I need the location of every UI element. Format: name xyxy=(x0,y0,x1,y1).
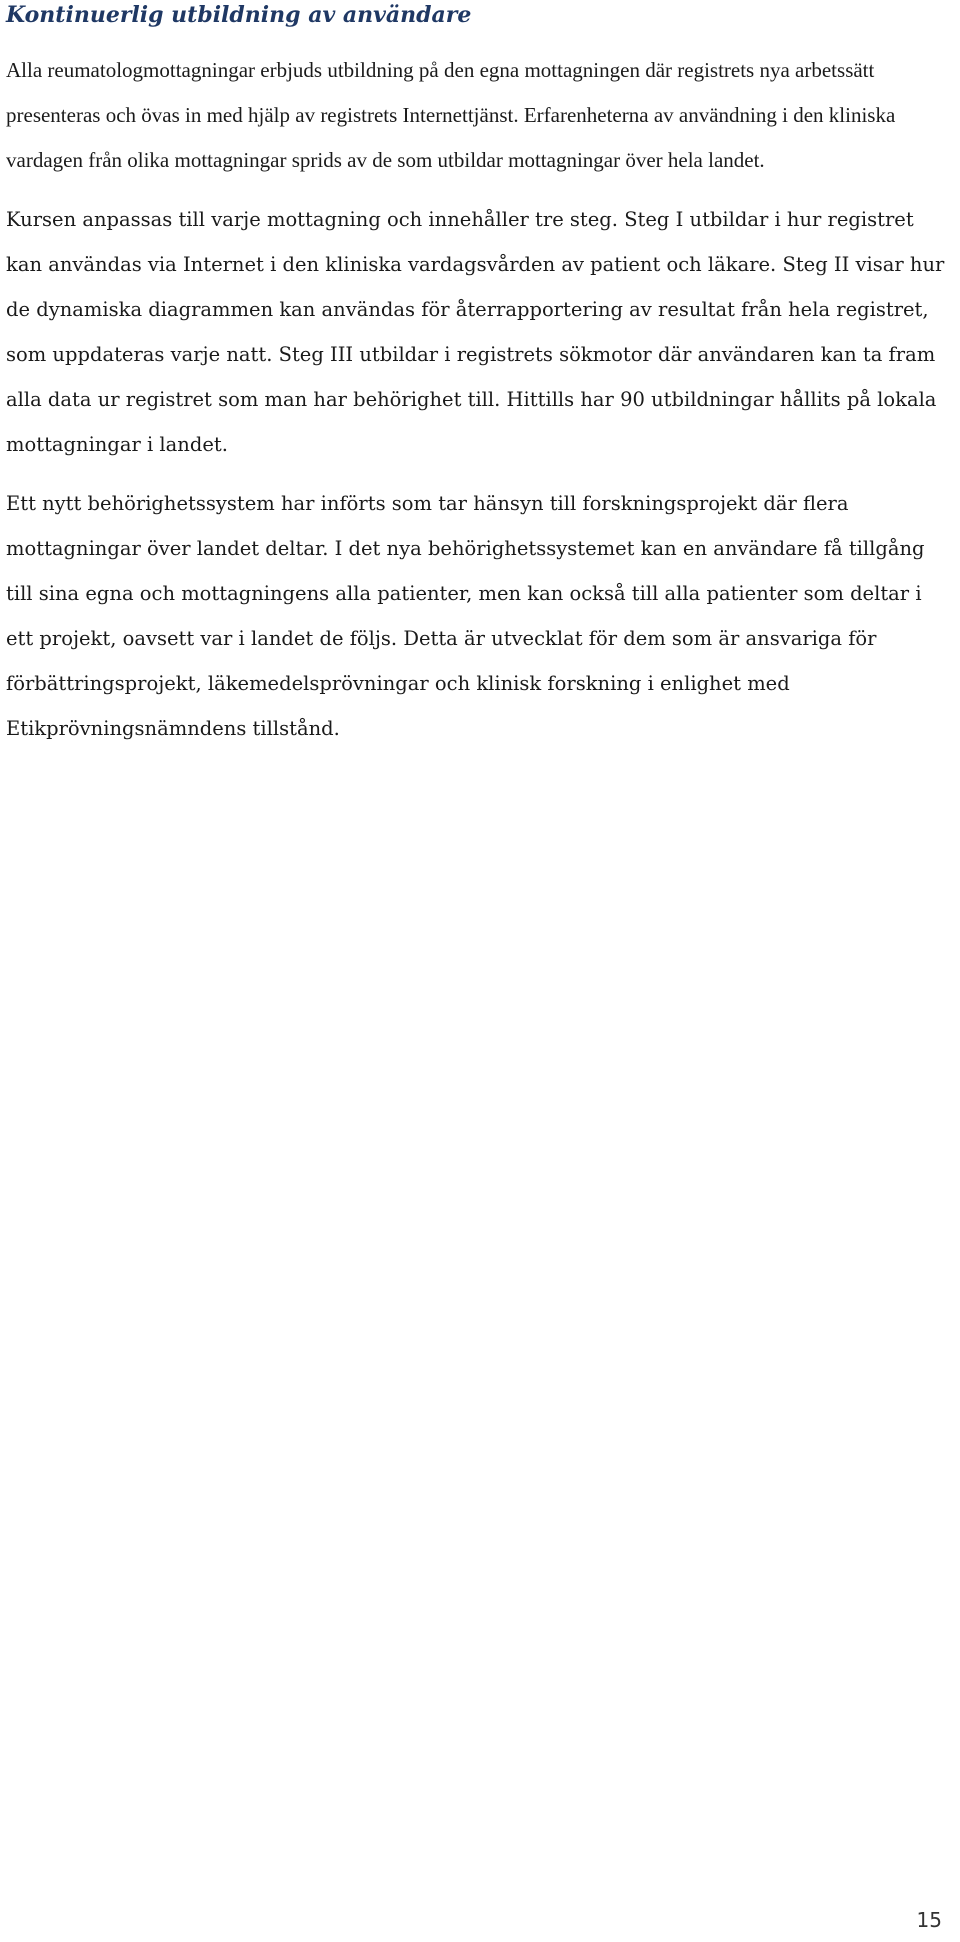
paragraph-course-steps: Kursen anpassas till varje mottagning och innehåller tre steg. Steg I utbildar i hur registret kan användas via Internet i den kliniska vardagsvården av patient och läkare. Steg II visar hur de dynamiska diagrammen kan användas för återrapportering av resultat från hela registret, som uppdateras varje natt. Steg III utbildar i registrets sökmotor där användaren kan ta fram alla data ur registret som man har behörighet till. Hittills har 90 utbildningar hållits på lokala mottagningar i landet. xyxy=(6,208,945,456)
page-number: 15 xyxy=(916,1908,942,1932)
paragraph-education-offer: Alla reumatologmottagningar erbjuds utbildning på den egna mottagningen där registrets nya arbetssätt presenteras och övas in med hjälp av registrets Internettjänst. Erfarenheterna av användning i den kliniska vardagen från olika mottagningar sprids av de som utbildar mottagningar över hela landet. xyxy=(6,58,896,172)
document-content xyxy=(6,0,951,751)
section-heading: Kontinuerlig utbildning av användare xyxy=(6,2,472,28)
paragraph-authorization-system: Ett nytt behörighetssystem har införts som tar hänsyn till forskningsprojekt där flera mottagningar över landet deltar. I det nya behörighetssystemet kan en användare få tillgång till sina egna och mottagningens alla patienter, men kan också till alla patienter som deltar i ett projekt, oavsett var i landet de följs. Detta är utvecklat för dem som är ansvariga för förbättringsprojekt, läkemedelsprövningar och klinisk forskning i enlighet med Etikprövningsnämndens tillstånd. xyxy=(6,492,925,740)
